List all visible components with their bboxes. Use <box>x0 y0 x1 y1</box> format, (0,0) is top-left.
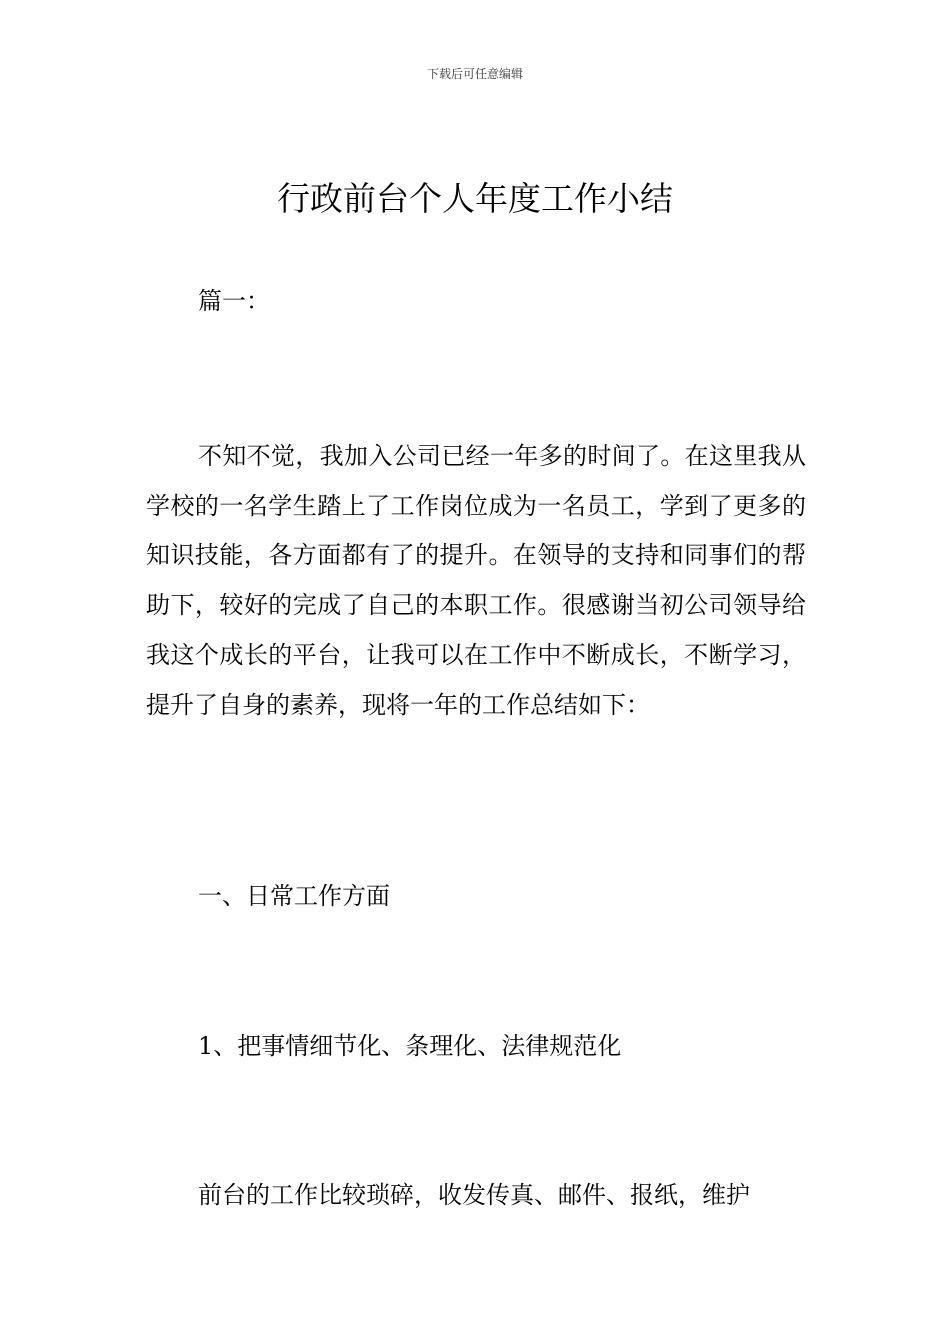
section-heading: 一、日常工作方面 <box>198 882 390 910</box>
paragraph-line: 前台的工作比较琐碎，收发传真、邮件、报纸，维护 <box>198 1181 750 1209</box>
intro-paragraph: 不知不觉，我加入公司已经一年多的时间了。在这里我从学校的一名学生踏上了工作岗位成为一名员工，学到了更多的知识技能，各方面都有了的提升。在领导的支持和同事们的帮助下，较好的完成了自己的本职工作。很感谢当初公司领导给我这个成长的平台，让我可以在工作中不断成长，不断学习，提升了自身的素养，现将一年的工作总结如下： <box>146 442 806 719</box>
header-note: 下载后可任意编辑 <box>426 67 523 81</box>
section-label: 篇一： <box>198 287 270 315</box>
subsection-heading: 1、把事情细节化、条理化、法律规范化 <box>198 1032 622 1060</box>
document-title: 行政前台个人年度工作小结 <box>277 179 673 218</box>
